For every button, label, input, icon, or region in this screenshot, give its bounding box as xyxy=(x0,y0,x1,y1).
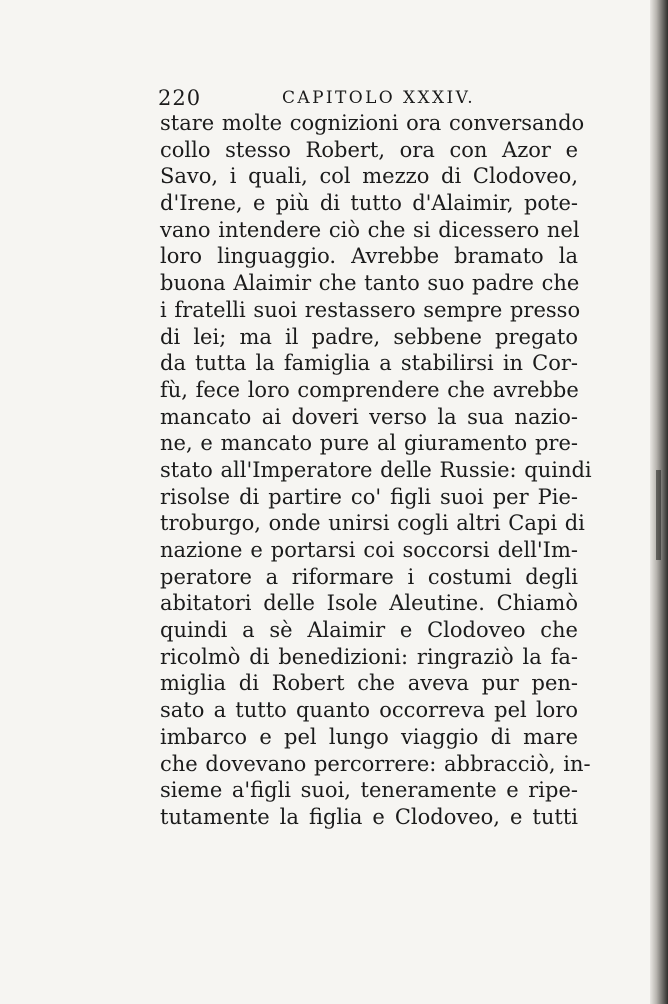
page-number: 220 xyxy=(158,86,202,110)
text-line: che dovevano percorrere: abbracciò, in- xyxy=(160,751,591,776)
text-line: sato a tutto quanto occorreva pel loro xyxy=(160,698,578,723)
text-line: i fratelli suoi restassero sempre presso xyxy=(160,297,581,322)
body-text xyxy=(160,110,592,831)
page-edge-shadow xyxy=(650,0,668,1004)
text-line: tutamente la figlia e Clodoveo, e tutti xyxy=(160,804,578,829)
text-line: loro linguaggio. Avrebbe bramato la xyxy=(160,244,578,269)
chapter-title: CAPITOLO XXXIV. xyxy=(282,88,476,108)
text-line: da tutta la famiglia a stabilirsi in Cor- xyxy=(160,351,578,376)
text-line: risolse di partire co' figli suoi per Pie- xyxy=(160,484,578,509)
text-line: stare molte cognizioni ora conversando xyxy=(160,111,585,135)
text-line: abitatori delle Isole Aleutine. Chiamò xyxy=(160,591,578,616)
text-line: Savo, i quali, col mezzo di Clodoveo, xyxy=(160,164,578,189)
text-line: stato all'Imperatore delle Russie: quindi xyxy=(160,457,592,482)
running-head xyxy=(158,86,588,110)
text-line: imbarco e pel lungo viaggio di mare xyxy=(160,724,578,749)
text-line: buona Alaimir che tanto suo padre che xyxy=(160,271,580,296)
text-line: di lei; ma il padre, sebbene pregato xyxy=(160,324,578,349)
text-line: nazione e portarsi coi soccorsi dell'Im- xyxy=(160,538,578,562)
text-line: troburgo, onde unirsi cogli altri Capi di xyxy=(160,511,585,536)
text-line: peratore a riformare i costumi degli xyxy=(160,564,578,589)
text-line: collo stesso Robert, ora con Azor e xyxy=(160,137,578,162)
text-line: d'Irene, e più di tutto d'Alaimir, pote- xyxy=(160,191,578,216)
text-line: miglia di Robert che aveva pur pen- xyxy=(160,671,578,696)
text-line: mancato ai doveri verso la sua nazio- xyxy=(160,404,578,429)
text-line: sieme a'figli suoi, teneramente e ripe- xyxy=(160,778,578,803)
text-line: fù, fece loro comprendere che avrebbe xyxy=(160,377,579,402)
text-line: quindi a sè Alaimir e Clodoveo che xyxy=(160,618,578,643)
text-line: ricolmò di benedizioni: ringraziò la fa- xyxy=(160,644,578,669)
text-line: vano intendere ciò che si dicessero nel xyxy=(160,217,580,242)
text-line: ne, e mancato pure al giuramento pre- xyxy=(160,431,578,456)
